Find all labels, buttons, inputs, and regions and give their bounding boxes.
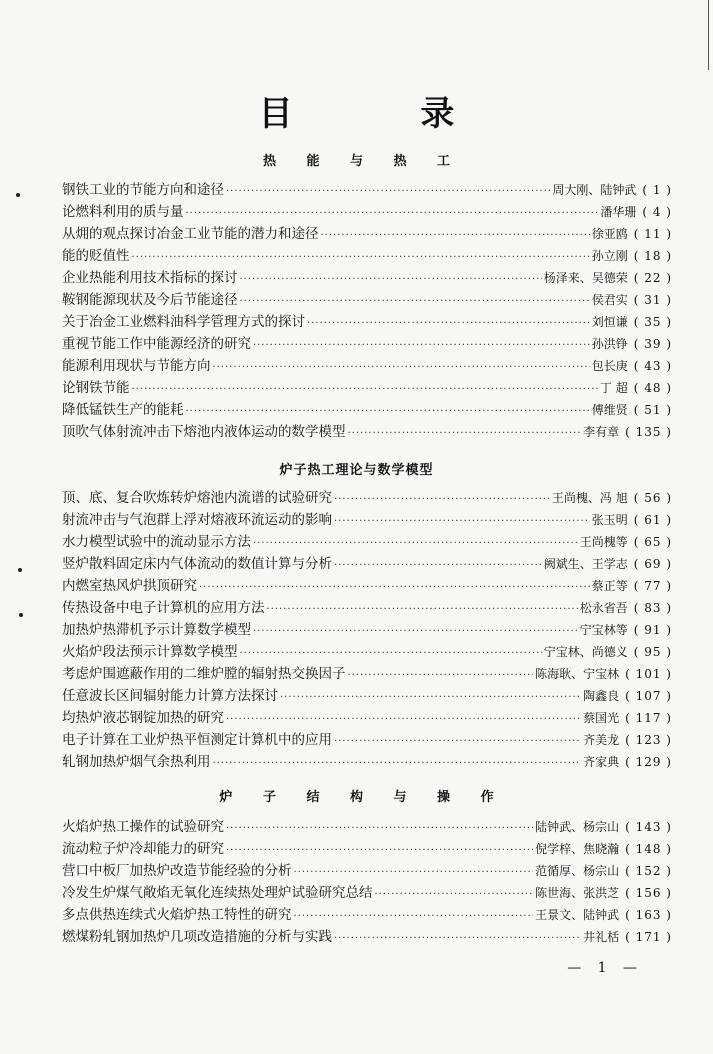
entry-title: 轧钢加热炉烟气余热利用 [62,754,211,770]
entry-authors: 齐家典 [583,755,620,769]
entry-page: ( 77 ) [633,579,672,593]
toc-entry [62,640,672,660]
toc-entry [62,618,672,638]
entry-title: 燃煤粉轧钢加热炉几项改造措施的分析与实践 [62,929,332,945]
entry-page: ( 123 ) [625,733,672,747]
entry-title: 顶吹气体射流冲击下熔池内液体运动的数学模型 [62,424,346,440]
toc-entry [62,486,672,506]
entry-title: 冷发生炉煤气敞焰无氧化连续热处理炉试验研究总结 [62,885,373,901]
entry-authors: 王景文、陆钟武 [535,908,620,922]
entry-title: 降低锰铁生产的能耗 [62,402,184,418]
entry-authors: 孙洪铮 [591,337,628,351]
dot-leader [375,889,534,900]
entry-authors: 徐亚鸥 [591,227,628,241]
entry-page: ( 4 ) [642,205,672,219]
entry-authors: 蔡正等 [591,579,628,593]
entry-authors: 阙斌生、王学志 [543,557,628,571]
toc-entry [62,420,672,440]
toc-entry [62,859,672,879]
entry-page: ( 83 ) [633,601,672,615]
entry-page: ( 129 ) [625,755,672,769]
dot-leader [240,274,542,285]
entry-title: 能源利用现状与节能方向 [62,358,211,374]
entry-title: 顶、底、复合吹炼转炉熔池内流谱的试验研究 [62,490,332,506]
entry-title: 论钢铁节能 [62,380,130,396]
scan-speck [18,568,22,572]
entry-page: ( 22 ) [633,271,672,285]
dot-leader [240,648,542,659]
entry-page: ( 61 ) [633,513,672,527]
entry-authors: 刘恒谦 [591,315,628,329]
entry-authors: 齐美龙 [583,733,620,747]
entry-title: 鞍钢能源现状及今后节能途径 [62,292,238,308]
entry-title: 竖炉散料固定床内气体流动的数值计算与分析 [62,556,332,572]
entry-authors: 李有章 [583,425,620,439]
entry-title: 多点供热连续式火焰炉热工特性的研究 [62,907,292,923]
entry-authors: 松永省吾 [579,601,628,615]
dot-leader [321,230,590,241]
dot-leader [334,736,581,747]
dot-leader [334,933,581,944]
entry-title: 传热设备中电子计算机的应用方法 [62,600,265,616]
entry-authors: 孙立刚 [591,249,628,263]
entry-authors: 包长庚 [591,359,628,373]
entry-authors: 周大刚、陆钟武 [552,183,637,197]
entry-title: 企业热能利用技术指标的探讨 [62,270,238,286]
entry-authors: 宁宝林、尚德义 [543,645,628,659]
toc-entry [62,596,672,616]
entry-page: ( 91 ) [633,623,672,637]
toc-entry [62,706,672,726]
entry-page: ( 43 ) [633,359,672,373]
entry-authors: 井礼栝 [583,930,620,944]
entry-page: ( 95 ) [633,645,672,659]
toc-entry [62,310,672,330]
entry-authors: 陆钟武、杨宗山 [535,820,620,834]
dot-leader [334,516,590,527]
dot-leader [226,714,581,725]
dot-leader [226,823,533,834]
toc-entry [62,530,672,550]
section-heading: 热 能 与 热 工 [262,154,464,169]
toc-entry [62,684,672,704]
entry-title: 能的贬值性 [62,248,130,264]
dot-leader [240,296,590,307]
entry-title: 火焰炉段法预示计算数学模型 [62,644,238,660]
entry-page: ( 171 ) [625,930,672,944]
entry-authors: 倪学梓、焦晓瀚 [535,842,620,856]
entry-page: ( 51 ) [633,403,672,417]
entry-authors: 王尚槐等 [579,535,628,549]
dot-leader [199,582,590,593]
entry-authors: 陈世海、张洪芝 [535,886,620,900]
entry-page: ( 156 ) [625,886,672,900]
toc-entry [62,728,672,748]
entry-page: ( 152 ) [625,864,672,878]
scan-edge-line [708,0,709,70]
toc-entry [62,925,672,945]
toc-entry [62,288,672,308]
entry-page: ( 18 ) [633,249,672,263]
toc-entry [62,376,672,396]
toc-entry [62,222,672,242]
toc-entry [62,244,672,264]
dot-leader [253,626,578,637]
entry-page: ( 101 ) [625,667,672,681]
dot-leader [267,604,578,615]
dot-leader [213,758,582,769]
entry-title: 关于冶金工业燃料油科学管理方式的探讨 [62,314,305,330]
dot-leader [213,362,590,373]
section-heading: 炉子热工理论与数学模型 [279,463,434,478]
entry-authors: 范循厚、杨宗山 [535,864,620,878]
entry-authors: 宁宝林等 [579,623,628,637]
entry-authors: 蔡国光 [583,711,620,725]
entry-page: ( 39 ) [633,337,672,351]
entry-title: 从㶲的观点探讨冶金工业节能的潜力和途径 [62,226,319,242]
dot-leader [186,406,590,417]
entry-page: ( 69 ) [633,557,672,571]
dot-leader [307,318,590,329]
entry-title: 重视节能工作中能源经济的研究 [62,336,251,352]
entry-title: 钢铁工业的节能方向和途径 [62,182,224,198]
toc-entry [62,200,672,220]
entry-authors: 陈海耿、宁宝林 [535,667,620,681]
dot-leader [226,845,533,856]
page-title: 目 录 [258,94,513,134]
dot-leader [186,208,599,219]
entry-authors: 傅维贤 [591,403,628,417]
toc-entry [62,398,672,418]
entry-title: 内燃室热风炉拱顶研究 [62,578,197,594]
entry-authors: 侯君实 [591,293,628,307]
entry-title: 电子计算在工业炉热平恒测定计算机中的应用 [62,732,332,748]
dot-leader [253,538,578,549]
dot-leader [348,670,534,681]
toc-entry [62,508,672,528]
toc-entry [62,332,672,352]
entry-title: 考虑炉围遮蔽作用的二维炉膛的辐射热交换因子 [62,666,346,682]
scan-speck [19,613,23,617]
toc-entry [62,903,672,923]
entry-title: 加热炉热滞机予示计算数学模型 [62,622,251,638]
entry-page: ( 143 ) [625,820,672,834]
dot-leader [294,911,534,922]
entry-authors: 陶鑫良 [583,689,620,703]
entry-title: 任意波长区间辐射能力计算方法探讨 [62,688,278,704]
entry-page: ( 56 ) [633,491,672,505]
dot-leader [253,340,590,351]
entry-authors: 王尚槐、冯 旭 [551,491,628,505]
entry-page: ( 163 ) [625,908,672,922]
entry-page: ( 11 ) [633,227,672,241]
toc-entry [62,662,672,682]
page-number: — 1 — [567,960,643,976]
dot-leader [334,560,542,571]
section-heading: 炉 子 结 构 与 操 作 [219,790,507,805]
toc-entry [62,750,672,770]
entry-title: 水力模型试验中的流动显示方法 [62,534,251,550]
entry-page: ( 35 ) [633,315,672,329]
entry-title: 流动粒子炉冷却能力的研究 [62,841,224,857]
dot-leader [348,428,582,439]
entry-title: 论燃料利用的质与量 [62,204,184,220]
entry-page: ( 1 ) [642,183,672,197]
dot-leader [226,186,550,197]
dot-leader [294,867,534,878]
scan-speck [16,193,20,197]
dot-leader [132,384,598,395]
entry-page: ( 107 ) [625,689,672,703]
entry-authors: 张玉明 [591,513,628,527]
toc-entry [62,574,672,594]
toc-entry [62,178,672,198]
entry-authors: 丁 超 [599,381,628,395]
entry-page: ( 117 ) [625,711,672,725]
entry-title: 均热炉液芯钢锭加热的研究 [62,710,224,726]
entry-page: ( 148 ) [625,842,672,856]
dot-leader [280,692,581,703]
toc-entry [62,837,672,857]
entry-title: 营口中板厂加热炉改造节能经验的分析 [62,863,292,879]
toc-entry [62,815,672,835]
entry-title: 射流冲击与气泡群上浮对熔液环流运动的影响 [62,512,332,528]
entry-page: ( 31 ) [633,293,672,307]
entry-page: ( 48 ) [633,381,672,395]
dot-leader [132,252,590,263]
toc-entry [62,354,672,374]
toc-entry [62,881,672,901]
toc-entry [62,266,672,286]
dot-leader [334,494,550,505]
entry-authors: 杨泽来、吴德荣 [543,271,628,285]
entry-title: 火焰炉热工操作的试验研究 [62,819,224,835]
toc-entry [62,552,672,572]
entry-page: ( 135 ) [625,425,672,439]
entry-page: ( 65 ) [633,535,672,549]
entry-authors: 潘华珊 [600,205,637,219]
